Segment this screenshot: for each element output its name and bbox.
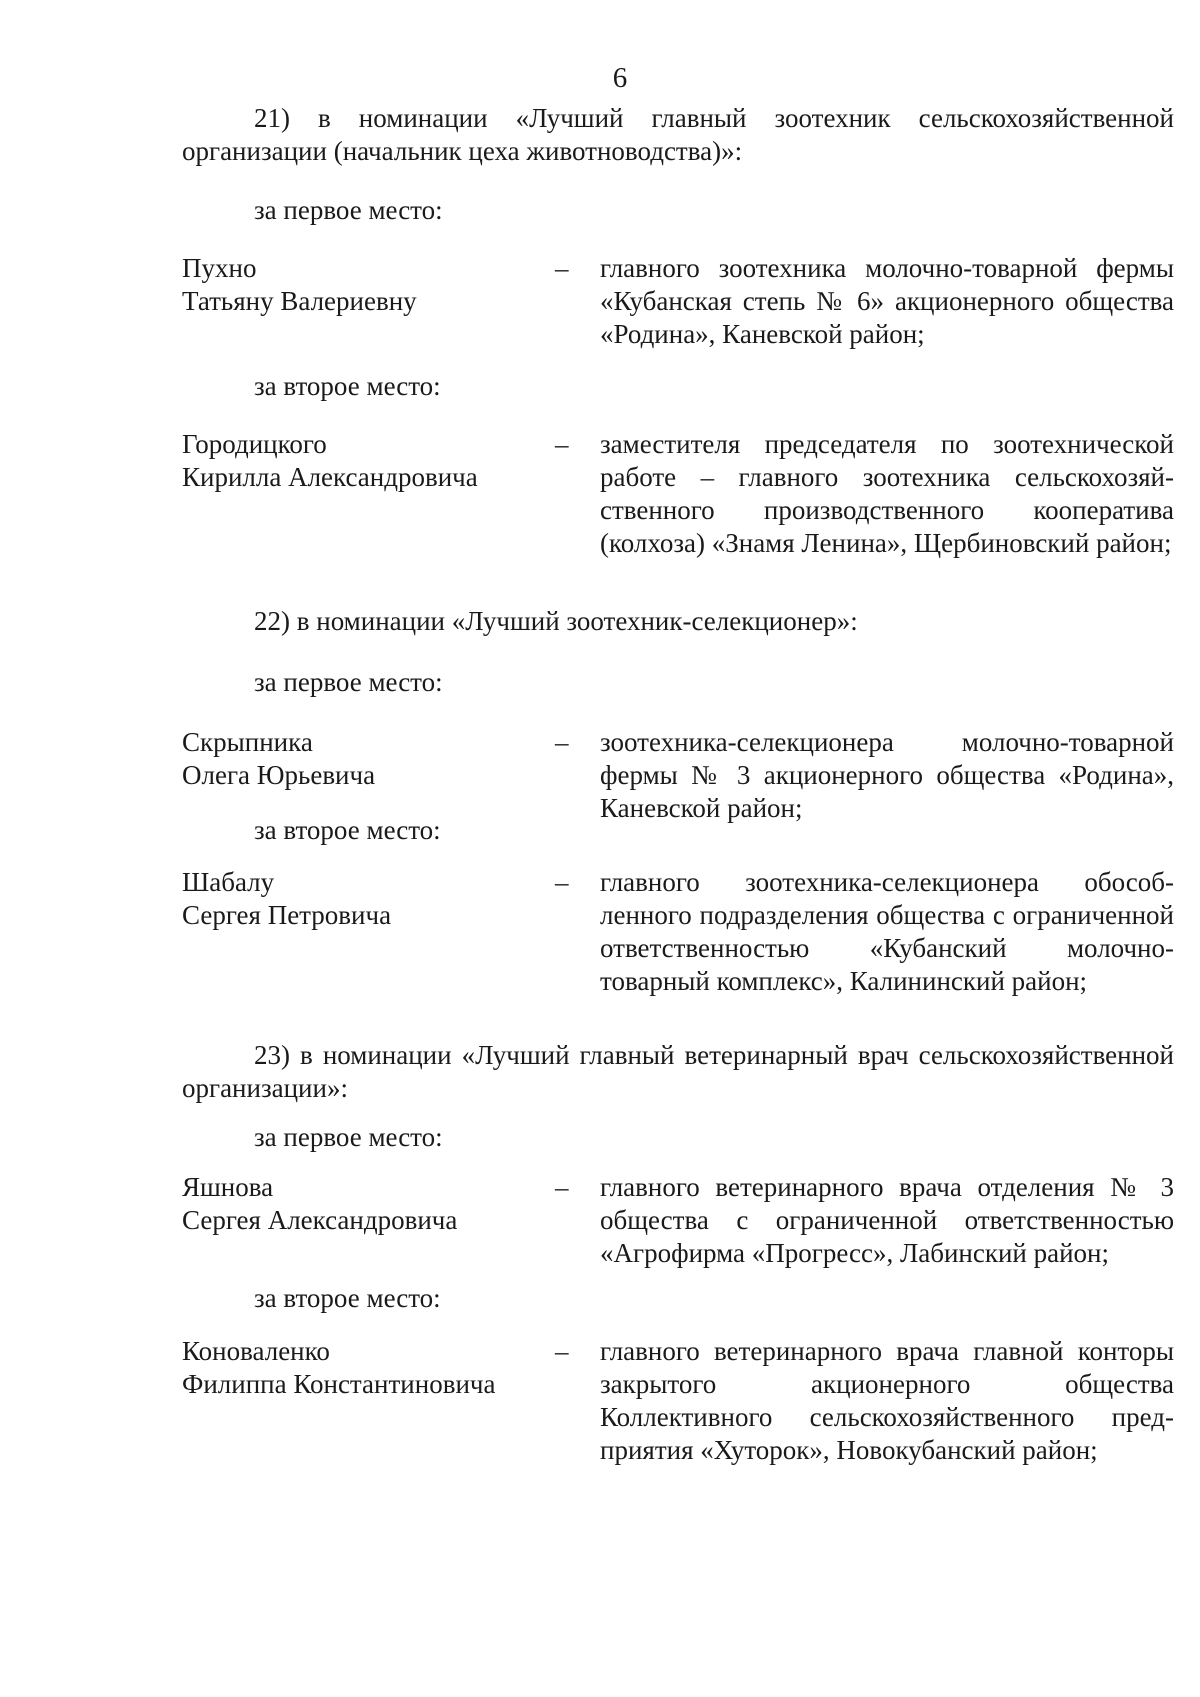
recipient-name	[182, 866, 542, 932]
second-place-label: за второе место:	[254, 815, 441, 845]
dash-separator: –	[555, 1172, 569, 1202]
recipient-given-name: Сергея Петровича	[182, 900, 392, 930]
recipient-name	[182, 726, 542, 792]
nomination-heading-21: 21) в номинации «Лучший главный зоотехник сельскохозяйственной организации (начальник цеха животноводства)»:	[182, 103, 1174, 166]
recipient-given-name: Филиппа Константиновича	[182, 1369, 496, 1399]
recipient-surname: Скрыпника	[182, 727, 313, 757]
recipient-position: заместителя председателя по зоотехнической работе – главного зоотехника сельскохозяйственного производственного кооператива (колхоза) «Знамя Ленина», Щербиновский район;	[600, 429, 1174, 558]
recipient-surname: Шабалу	[182, 867, 275, 897]
recipient-given-name: Татьяну Валериевну	[182, 286, 417, 316]
dash-separator: –	[555, 867, 569, 897]
first-place-label: за первое место:	[254, 195, 443, 225]
recipient-position: главного ветеринарного врача отделения № 3 общества с ограниченной ответственностью «Агрофирма «Прогресс», Лабинский район;	[600, 1172, 1174, 1268]
recipient-name	[182, 1171, 542, 1237]
dash-separator: –	[555, 253, 569, 283]
recipient-name	[182, 428, 542, 494]
recipient-position: главного зоотехника-селекционера обособленного подразделения общества с ограниченной ответственностью «Кубанский молочно-товарный комплекс», Калининский район;	[600, 867, 1174, 996]
second-place-label: за второе место:	[254, 371, 441, 401]
second-place-label: за второе место:	[254, 1283, 441, 1313]
recipient-position: главного зоотехника молочно-товарной фермы «Кубанская степь № 6» акционерного общества «Родина», Каневской район;	[600, 253, 1174, 349]
recipient-name	[182, 1335, 542, 1401]
first-place-label: за первое место:	[254, 1122, 443, 1152]
recipient-surname: Коноваленко	[182, 1336, 330, 1366]
recipient-surname: Пухно	[182, 253, 257, 283]
recipient-surname: Яшнова	[182, 1172, 274, 1202]
recipient-position: зоотехника-селекционера молочно-товарной фермы № 3 акционерного общества «Родина», Каневской район;	[600, 727, 1174, 823]
nomination-heading-23: 23) в номинации «Лучший главный ветеринарный врач сельскохозяйственной организации»:	[182, 1040, 1174, 1103]
recipient-given-name: Сергея Александровича	[182, 1205, 458, 1235]
nomination-heading-22: 22) в номинации «Лучший зоотехник-селекционер»:	[254, 606, 858, 636]
recipient-position: главного ветеринарного врача главной конторы закрытого акционерного общества Коллективного сельскохозяйственного предприятия «Хуторок», Новокубанский район;	[600, 1336, 1174, 1465]
recipient-given-name: Кирилла Александровича	[182, 462, 478, 492]
recipient-surname: Городицкого	[182, 429, 327, 459]
recipient-given-name: Олега Юрьевича	[182, 760, 376, 790]
dash-separator: –	[555, 1336, 569, 1366]
first-place-label: за первое место:	[254, 667, 443, 697]
recipient-name	[182, 252, 542, 318]
dash-separator: –	[555, 429, 569, 459]
page-number: 6	[612, 62, 628, 94]
dash-separator: –	[555, 727, 569, 757]
